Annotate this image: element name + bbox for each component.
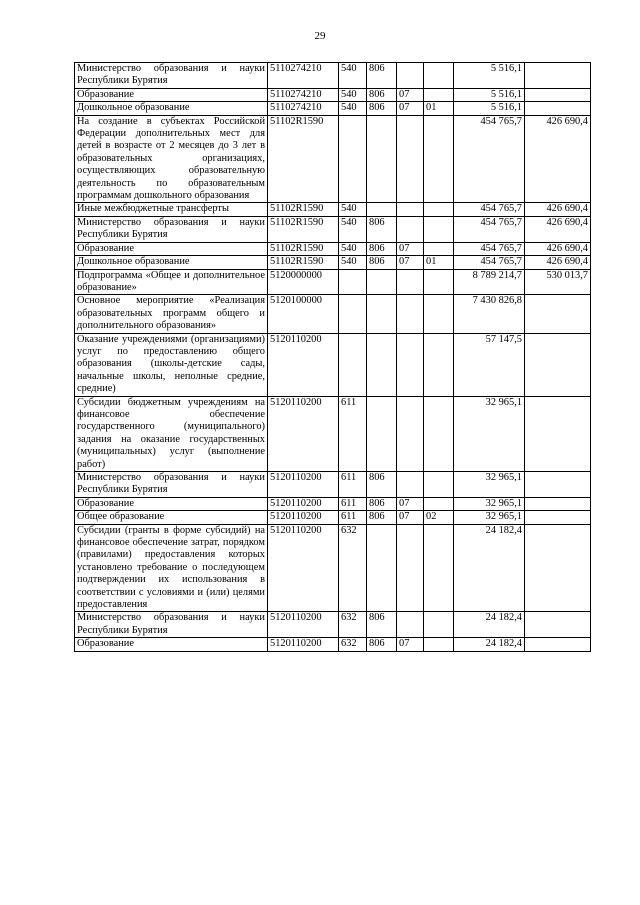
cell-section: 07 bbox=[397, 102, 424, 115]
cell-subsection bbox=[424, 203, 454, 216]
cell-target-article: 51102R1590 bbox=[268, 216, 339, 242]
cell-amount: 5 516,1 bbox=[454, 102, 525, 115]
cell-target-article: 5110274210 bbox=[268, 102, 339, 115]
cell-name: Общее образование bbox=[75, 511, 268, 524]
cell-subsection bbox=[424, 63, 454, 89]
cell-ministry-code bbox=[367, 269, 397, 295]
cell-amount-federal bbox=[525, 524, 591, 612]
cell-amount-federal bbox=[525, 88, 591, 101]
cell-amount: 24 182,4 bbox=[454, 524, 525, 612]
cell-expense-type bbox=[339, 269, 367, 295]
cell-amount-federal: 426 690,4 bbox=[525, 203, 591, 216]
cell-subsection bbox=[424, 295, 454, 333]
cell-ministry-code: 806 bbox=[367, 638, 397, 651]
table-row bbox=[75, 115, 591, 203]
cell-section bbox=[397, 216, 424, 242]
cell-subsection: 02 bbox=[424, 511, 454, 524]
cell-subsection bbox=[424, 524, 454, 612]
cell-target-article: 5120110200 bbox=[268, 396, 339, 471]
cell-ministry-code bbox=[367, 396, 397, 471]
cell-target-article: 5120110200 bbox=[268, 524, 339, 612]
cell-name: Субсидии (гранты в форме субсидий) на финансовое обеспечение затрат, порядком (правилами) предоставления которых установлено требование о последующем подтверждении их использования в соответствии с условиями и (или) целями предоставления bbox=[75, 524, 268, 612]
cell-amount-federal bbox=[525, 472, 591, 498]
cell-expense-type: 611 bbox=[339, 396, 367, 471]
cell-section bbox=[397, 115, 424, 203]
cell-subsection bbox=[424, 638, 454, 651]
cell-section bbox=[397, 203, 424, 216]
cell-ministry-code: 806 bbox=[367, 216, 397, 242]
cell-expense-type: 611 bbox=[339, 511, 367, 524]
cell-amount-federal: 426 690,4 bbox=[525, 115, 591, 203]
cell-target-article: 5120110200 bbox=[268, 638, 339, 651]
cell-amount: 24 182,4 bbox=[454, 638, 525, 651]
cell-name: Министерство образования и науки Республики Бурятия bbox=[75, 472, 268, 498]
cell-subsection bbox=[424, 269, 454, 295]
cell-target-article: 5120100000 bbox=[268, 295, 339, 333]
cell-name: Оказание учреждениями (организациями) услуг по предоставлению общего образования (школы-детские сады, начальные школы, неполные средние, средние) bbox=[75, 333, 268, 396]
cell-subsection bbox=[424, 612, 454, 638]
cell-section bbox=[397, 524, 424, 612]
cell-name: На создание в субъектах Российской Федерации дополнительных мест для детей в возрасте от 2 месяцев до 3 лет в образовательных организациях, осуществляющих образовательную деятельность по образовательным программам дошкольного образования bbox=[75, 115, 268, 203]
cell-name: Образование bbox=[75, 497, 268, 510]
cell-target-article: 51102R1590 bbox=[268, 115, 339, 203]
cell-target-article: 5120110200 bbox=[268, 511, 339, 524]
table-row bbox=[75, 524, 591, 612]
cell-ministry-code: 806 bbox=[367, 612, 397, 638]
cell-amount: 32 965,1 bbox=[454, 396, 525, 471]
cell-amount: 454 765,7 bbox=[454, 115, 525, 203]
cell-amount: 7 430 826,8 bbox=[454, 295, 525, 333]
cell-amount-federal bbox=[525, 638, 591, 651]
cell-ministry-code: 806 bbox=[367, 511, 397, 524]
cell-name: Подпрограмма «Общее и дополнительное образование» bbox=[75, 269, 268, 295]
table-row bbox=[75, 88, 591, 101]
cell-ministry-code: 806 bbox=[367, 102, 397, 115]
table-row bbox=[75, 396, 591, 471]
cell-amount: 32 965,1 bbox=[454, 497, 525, 510]
cell-subsection bbox=[424, 472, 454, 498]
cell-amount-federal bbox=[525, 396, 591, 471]
cell-subsection: 01 bbox=[424, 256, 454, 269]
cell-section bbox=[397, 63, 424, 89]
cell-amount: 24 182,4 bbox=[454, 612, 525, 638]
table-row bbox=[75, 295, 591, 333]
cell-ministry-code: 806 bbox=[367, 88, 397, 101]
cell-name: Субсидии бюджетным учреждениям на финансовое обеспечение государственного (муниципального) задания на оказание государственных (муниципальных) услуг (выполнение работ) bbox=[75, 396, 268, 471]
table-row bbox=[75, 333, 591, 396]
cell-name: Дошкольное образование bbox=[75, 102, 268, 115]
cell-target-article: 51102R1590 bbox=[268, 242, 339, 255]
cell-expense-type bbox=[339, 333, 367, 396]
cell-ministry-code bbox=[367, 333, 397, 396]
cell-name: Дошкольное образование bbox=[75, 256, 268, 269]
cell-section: 07 bbox=[397, 511, 424, 524]
cell-expense-type: 540 bbox=[339, 242, 367, 255]
cell-section bbox=[397, 612, 424, 638]
cell-section: 07 bbox=[397, 638, 424, 651]
cell-subsection: 01 bbox=[424, 102, 454, 115]
cell-subsection bbox=[424, 115, 454, 203]
cell-section bbox=[397, 295, 424, 333]
table-row bbox=[75, 203, 591, 216]
cell-section: 07 bbox=[397, 497, 424, 510]
cell-section bbox=[397, 472, 424, 498]
cell-amount: 5 516,1 bbox=[454, 63, 525, 89]
cell-amount: 454 765,7 bbox=[454, 256, 525, 269]
cell-target-article: 5120110200 bbox=[268, 472, 339, 498]
cell-target-article: 51102R1590 bbox=[268, 203, 339, 216]
cell-section: 07 bbox=[397, 256, 424, 269]
cell-expense-type bbox=[339, 115, 367, 203]
table-body bbox=[75, 63, 591, 652]
cell-ministry-code: 806 bbox=[367, 242, 397, 255]
cell-target-article: 5110274210 bbox=[268, 88, 339, 101]
cell-expense-type: 611 bbox=[339, 472, 367, 498]
table-row bbox=[75, 511, 591, 524]
page-number: 29 bbox=[314, 30, 326, 42]
cell-expense-type: 632 bbox=[339, 638, 367, 651]
cell-subsection bbox=[424, 216, 454, 242]
cell-expense-type: 632 bbox=[339, 612, 367, 638]
cell-subsection bbox=[424, 242, 454, 255]
cell-target-article: 5120000000 bbox=[268, 269, 339, 295]
cell-amount: 32 965,1 bbox=[454, 472, 525, 498]
cell-amount: 8 789 214,7 bbox=[454, 269, 525, 295]
cell-target-article: 5110274210 bbox=[268, 63, 339, 89]
cell-expense-type: 540 bbox=[339, 88, 367, 101]
cell-expense-type: 611 bbox=[339, 497, 367, 510]
cell-target-article: 51102R1590 bbox=[268, 256, 339, 269]
cell-ministry-code: 806 bbox=[367, 256, 397, 269]
table-row bbox=[75, 612, 591, 638]
cell-name: Министерство образования и науки Республики Бурятия bbox=[75, 612, 268, 638]
cell-section: 07 bbox=[397, 88, 424, 101]
cell-amount: 454 765,7 bbox=[454, 203, 525, 216]
cell-target-article: 5120110200 bbox=[268, 497, 339, 510]
cell-name: Основное мероприятие «Реализация образовательных программ общего и дополнительного образования» bbox=[75, 295, 268, 333]
table-row bbox=[75, 269, 591, 295]
cell-target-article: 5120110200 bbox=[268, 612, 339, 638]
cell-amount: 454 765,7 bbox=[454, 242, 525, 255]
cell-subsection bbox=[424, 497, 454, 510]
table-row bbox=[75, 256, 591, 269]
cell-name: Министерство образования и науки Республики Бурятия bbox=[75, 63, 268, 89]
cell-amount-federal bbox=[525, 497, 591, 510]
cell-amount-federal: 426 690,4 bbox=[525, 216, 591, 242]
cell-ministry-code: 806 bbox=[367, 472, 397, 498]
cell-amount-federal: 426 690,4 bbox=[525, 256, 591, 269]
cell-ministry-code bbox=[367, 203, 397, 216]
cell-amount-federal bbox=[525, 511, 591, 524]
cell-expense-type: 540 bbox=[339, 203, 367, 216]
table-row bbox=[75, 497, 591, 510]
table-row bbox=[75, 472, 591, 498]
cell-target-article: 5120110200 bbox=[268, 333, 339, 396]
cell-expense-type: 632 bbox=[339, 524, 367, 612]
cell-ministry-code bbox=[367, 115, 397, 203]
cell-amount: 5 516,1 bbox=[454, 88, 525, 101]
cell-amount-federal bbox=[525, 333, 591, 396]
cell-amount-federal: 426 690,4 bbox=[525, 242, 591, 255]
cell-section: 07 bbox=[397, 242, 424, 255]
cell-name: Министерство образования и науки Республики Бурятия bbox=[75, 216, 268, 242]
cell-subsection bbox=[424, 333, 454, 396]
cell-amount-federal bbox=[525, 63, 591, 89]
cell-name: Иные межбюджетные трансферты bbox=[75, 203, 268, 216]
cell-expense-type: 540 bbox=[339, 102, 367, 115]
cell-expense-type: 540 bbox=[339, 216, 367, 242]
table-row bbox=[75, 242, 591, 255]
cell-name: Образование bbox=[75, 88, 268, 101]
cell-expense-type: 540 bbox=[339, 256, 367, 269]
cell-amount-federal bbox=[525, 102, 591, 115]
cell-section bbox=[397, 396, 424, 471]
table-row bbox=[75, 638, 591, 651]
budget-table bbox=[74, 62, 591, 652]
cell-section bbox=[397, 269, 424, 295]
cell-subsection bbox=[424, 396, 454, 471]
cell-amount-federal bbox=[525, 612, 591, 638]
cell-expense-type: 540 bbox=[339, 63, 367, 89]
cell-name: Образование bbox=[75, 638, 268, 651]
cell-expense-type bbox=[339, 295, 367, 333]
cell-amount-federal bbox=[525, 295, 591, 333]
cell-subsection bbox=[424, 88, 454, 101]
table-row bbox=[75, 102, 591, 115]
cell-section bbox=[397, 333, 424, 396]
cell-ministry-code bbox=[367, 524, 397, 612]
cell-ministry-code: 806 bbox=[367, 63, 397, 89]
cell-name: Образование bbox=[75, 242, 268, 255]
cell-ministry-code: 806 bbox=[367, 497, 397, 510]
cell-amount: 454 765,7 bbox=[454, 216, 525, 242]
cell-amount: 57 147,5 bbox=[454, 333, 525, 396]
cell-ministry-code bbox=[367, 295, 397, 333]
table-row bbox=[75, 63, 591, 89]
cell-amount-federal: 530 013,7 bbox=[525, 269, 591, 295]
cell-amount: 32 965,1 bbox=[454, 511, 525, 524]
table-row bbox=[75, 216, 591, 242]
